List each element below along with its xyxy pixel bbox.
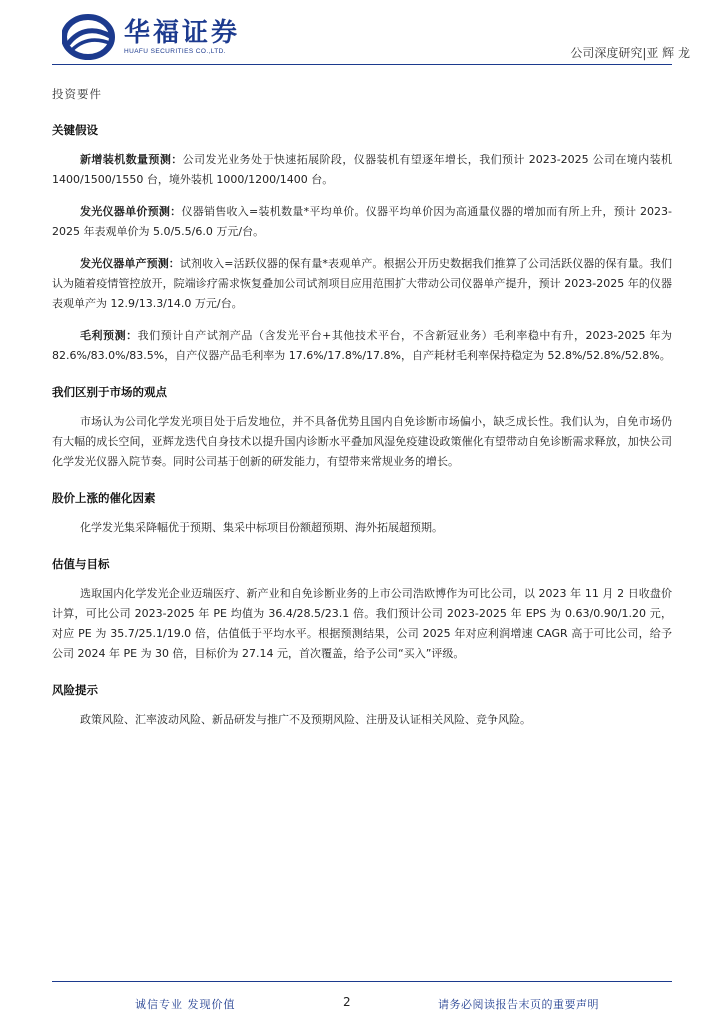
- footer-disclaimer: 请务必阅读报告末页的重要声明: [438, 998, 599, 1011]
- logo-chinese-name: 华福证券: [124, 18, 241, 48]
- header-divider: [52, 64, 672, 65]
- page-number: 2: [343, 995, 351, 1009]
- assumption-text: 试剂收入=活跃仪器的保有量*表观单产。根据公开历史数据我们推算了公司活跃仪器的保有量。我们认为随着疫情管控放开，院端诊疗需求恢复叠加公司试剂项目应用范围扩大带动公司仪器单产提升，预计 2023-2025 年的仪器表观单产为 12.9/13.3/14.0 万元/台。: [52, 257, 673, 310]
- catalysts-text: 化学发光集采降幅优于预期、集采中标项目份额超预期、海外拓展超预期。: [80, 521, 443, 534]
- assumption-lead: 毛利预测：: [80, 329, 138, 342]
- valuation-text: 选取国内化学发光企业迈瑞医疗、新产业和自免诊断业务的上市公司浩欧博作为可比公司，以 2023 年 11 月 2 日收盘价计算，可比公司 2023-2025 年 PE 均值为 36.4/28.5/23.1 倍。我们预计公司 2023-2025 年 EPS 为 0.63/0.90/1.20 元，对应 PE 为 35.7/25.1/19.0 倍，估值低于平均水平。根据预测结果，公司 2025 年对应利润增速 CAGR 高于可比公司，给予公司 2024 年 PE 为 30 倍，目标价为 27.14 元，首次覆盖，给予公司“买入”评级。: [52, 587, 672, 660]
- assumption-lead: 发光仪器单产预测：: [80, 257, 180, 270]
- risks-text: 政策风险、汇率波动风险、新品研发与推广不及预期风险、注册及认证相关风险、竞争风险。: [80, 713, 531, 726]
- footer-slogan: 诚信专业 发现价值: [135, 998, 236, 1011]
- assumption-unit-price: [52, 202, 672, 242]
- footer-divider: [52, 981, 672, 982]
- catalysts-heading: 股价上涨的催化因素: [52, 491, 156, 505]
- page-header: [0, 0, 724, 70]
- assumption-unit-output: [52, 254, 672, 314]
- assumption-text: 仪器销售收入=装机数量*平均单价。仪器平均单价因为高通量仪器的增加而有所上升，预计 2023-2025 年表观单价为 5.0/5.5/6.0 万元/台。: [52, 205, 672, 238]
- key-assumptions-heading: 关键假设: [52, 123, 98, 137]
- assumption-installations: [52, 150, 672, 190]
- assumption-lead: 发光仪器单价预测：: [80, 205, 182, 218]
- assumption-gross-margin: [52, 326, 672, 366]
- assumption-lead: 新增装机数量预测：: [80, 153, 183, 166]
- market-view-text: 市场认为公司化学发光项目处于后发地位，并不具备优势且国内自免诊断市场偏小，缺乏成长性。我们认为，自免市场仍有大幅的成长空间，亚辉龙迭代自身技术以提升国内诊断水平叠加风湿免疫建设政策催化有望带动自免诊断需求释放，加快公司化学发光仪器入院节奏。同时公司基于创新的研发能力，有望带来常规业务的增长。: [52, 415, 672, 468]
- company-logo: [62, 14, 240, 60]
- assumption-text: 公司发光业务处于快速拓展阶段，仪器装机有望逐年增长，我们预计 2023-2025 公司在境内装机 1400/1500/1550 台，境外装机 1000/1200/1400 台。: [52, 153, 673, 186]
- risks-heading: 风险提示: [52, 683, 98, 697]
- valuation-heading: 估值与目标: [52, 557, 110, 571]
- main-content: [52, 86, 672, 742]
- market-view-heading: 我们区别于市场的观点: [52, 385, 167, 399]
- report-type-label: 公司深度研究|亚 辉 龙: [570, 46, 690, 60]
- assumption-text: 我们预计自产试剂产品（含发光平台+其他技术平台，不含新冠业务）毛利率稳中有升，2023-2025 年为 82.6%/83.0%/83.5%，自产仪器产品毛利率为 17.6%/17.8%/17.8%，自产耗材毛利率保持稳定为 52.8%/52.8%/52.8%。: [52, 329, 673, 362]
- huafu-logo-icon: [62, 14, 118, 60]
- logo-english-name: HUAFU SECURITIES CO.,LTD.: [124, 48, 226, 55]
- section-title: 投资要件: [52, 87, 102, 101]
